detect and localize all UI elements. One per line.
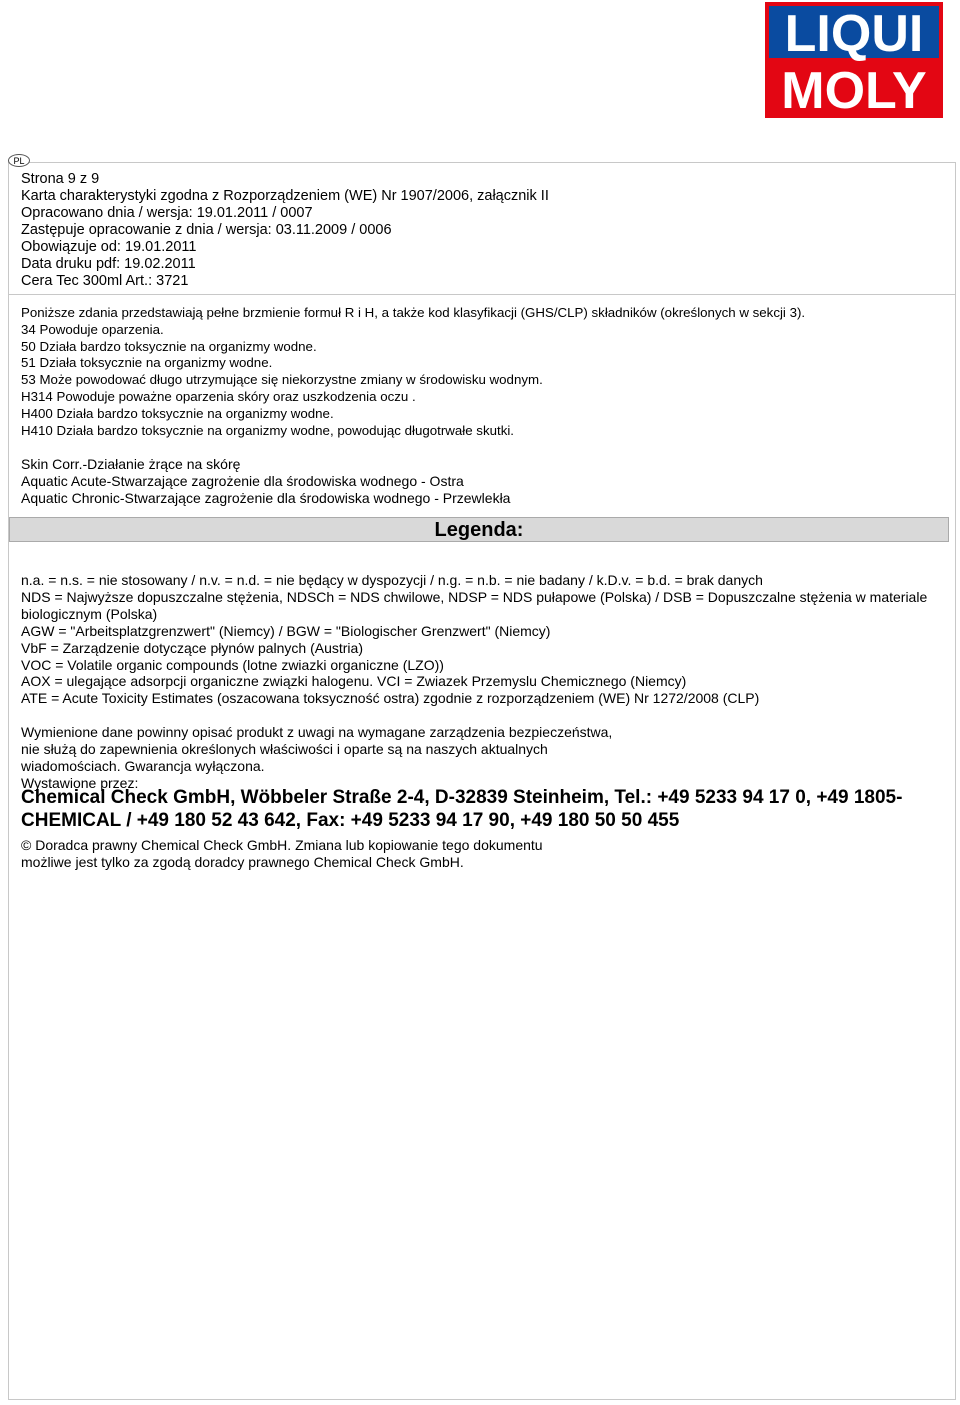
- print-date-line: Data druku pdf: 19.02.2011: [21, 256, 196, 272]
- classification-item: Skin Corr.-Działanie żrące na skórę: [21, 456, 241, 472]
- logo-line2: MOLY: [781, 62, 927, 118]
- page-number: Strona 9 z 9: [21, 171, 100, 187]
- classification-section: [21, 456, 941, 507]
- legend-heading: Legenda:: [9, 517, 949, 542]
- legend-item: AGW = "Arbeitsplatzgrenzwert" (Niemcy) / BGW = "Biologischer Grenzwert" (Niemcy): [21, 622, 551, 639]
- phrase-item: H410 Działa bardzo toksycznie na organizmy wodne, powodując długotrwałe skutki.: [21, 422, 514, 438]
- replaces-line: Zastępuje opracowanie z dnia / wersja: 03.11.2009 / 0006: [21, 222, 392, 238]
- copyright-notice: [21, 837, 721, 871]
- language-badge: PL: [8, 154, 30, 167]
- disclaimer-line: wiadomościach. Gwarancja wyłączona.: [21, 757, 265, 774]
- valid-from-line: Obowiązuje od: 19.01.2011: [21, 239, 197, 255]
- legend-section: [21, 572, 941, 707]
- document-title: Karta charakterystyki zgodna z Rozporządzeniem (WE) Nr 1907/2006, załącznik II: [21, 188, 549, 204]
- legend-item: VbF = Zarządzenie dotyczące płynów palnych (Austria): [21, 639, 363, 656]
- classification-item: Aquatic Chronic-Stwarzające zagrożenie dla środowiska wodnego - Przewlekła: [21, 490, 511, 506]
- phrases-section: [21, 305, 941, 439]
- phrase-item: 34 Powoduje oparzenia.: [21, 321, 164, 337]
- legend-item: AOX = ulegające adsorpcji organiczne związki halogenu. VCI = Zwiazek Przemyslu Chemicznego (Niemcy): [21, 673, 687, 690]
- copyright-line: © Doradca prawny Chemical Check GmbH. Zmiana lub kopiowanie tego dokumentu: [21, 837, 543, 853]
- legend-item: VOC = Volatile organic compounds (lotne zwiazki organiczne (LZO)): [21, 656, 444, 673]
- phrase-item: 53 Może powodować długo utrzymujące się niekorzystne zmiany w środowisku wodnym.: [21, 372, 543, 388]
- product-line: Cera Tec 300ml Art.: 3721: [21, 273, 189, 289]
- phrase-item: H314 Powoduje poważne oparzenia skóry oraz uszkodzenia oczu .: [21, 388, 416, 404]
- document-header: [21, 171, 721, 290]
- header-divider: [8, 294, 956, 295]
- disclaimer-line: nie służą do zapewnienia określonych właściwości i oparte są na naszych aktualnych: [21, 740, 548, 757]
- phrase-item: 51 Działa toksycznie na organizmy wodne.: [21, 355, 273, 371]
- disclaimer-line: Wymienione dane powinny opisać produkt z uwagi na wymagane zarządzenia bezpieczeństwa,: [21, 724, 613, 740]
- issued-by-label: Wystawione przez:: [21, 774, 139, 791]
- classification-item: Aquatic Acute-Stwarzające zagrożenie dla środowiska wodnego - Ostra: [21, 473, 464, 489]
- issuer-contact: Chemical Check GmbH, Wöbbeler Straße 2-4, D-32839 Steinheim, Tel.: +49 5233 94 17 0, +49 1805-CHEMICAL / +49 180 52 43 642, Fax: +49 5233 94 17 90, +49 180 50 50 455: [21, 787, 903, 831]
- legend-item: NDS = Najwyższe dopuszczalne stężenia, NDSCh = NDS chwilowe, NDSP = NDS pułapowe (Polska) / DSB = Dopuszczalne stężenia w materiale biologicznym (Polska): [21, 588, 928, 622]
- legend-item: ATE = Acute Toxicity Estimates (oszacowana toksyczność ostra) zgodnie z rozporządzeniem (WE) Nr 1272/2008 (CLP): [21, 690, 760, 707]
- logo-line1: LIQUI: [784, 5, 924, 63]
- disclaimer-section: [21, 724, 721, 792]
- phrase-item: H400 Działa bardzo toksycznie na organizmy wodne.: [21, 405, 334, 421]
- legend-item: n.a. = n.s. = nie stosowany / n.v. = n.d. = nie będący w dyspozycji / n.g. = n.b. = nie badany / k.D.v. = b.d. = brak danych: [21, 572, 763, 588]
- version-line: Opracowano dnia / wersja: 19.01.2011 / 0007: [21, 205, 313, 221]
- liqui-moly-logo: [765, 2, 943, 118]
- phrases-intro: Poniższe zdania przedstawiają pełne brzmienie formuł R i H, a także kod klasyfikacji (GHS/CLP) składników (określonych w sekcji 3).: [21, 305, 806, 320]
- copyright-line: możliwe jest tylko za zgodą doradcy prawnego Chemical Check GmbH.: [21, 854, 464, 870]
- phrase-item: 50 Działa bardzo toksycznie na organizmy wodne.: [21, 338, 317, 354]
